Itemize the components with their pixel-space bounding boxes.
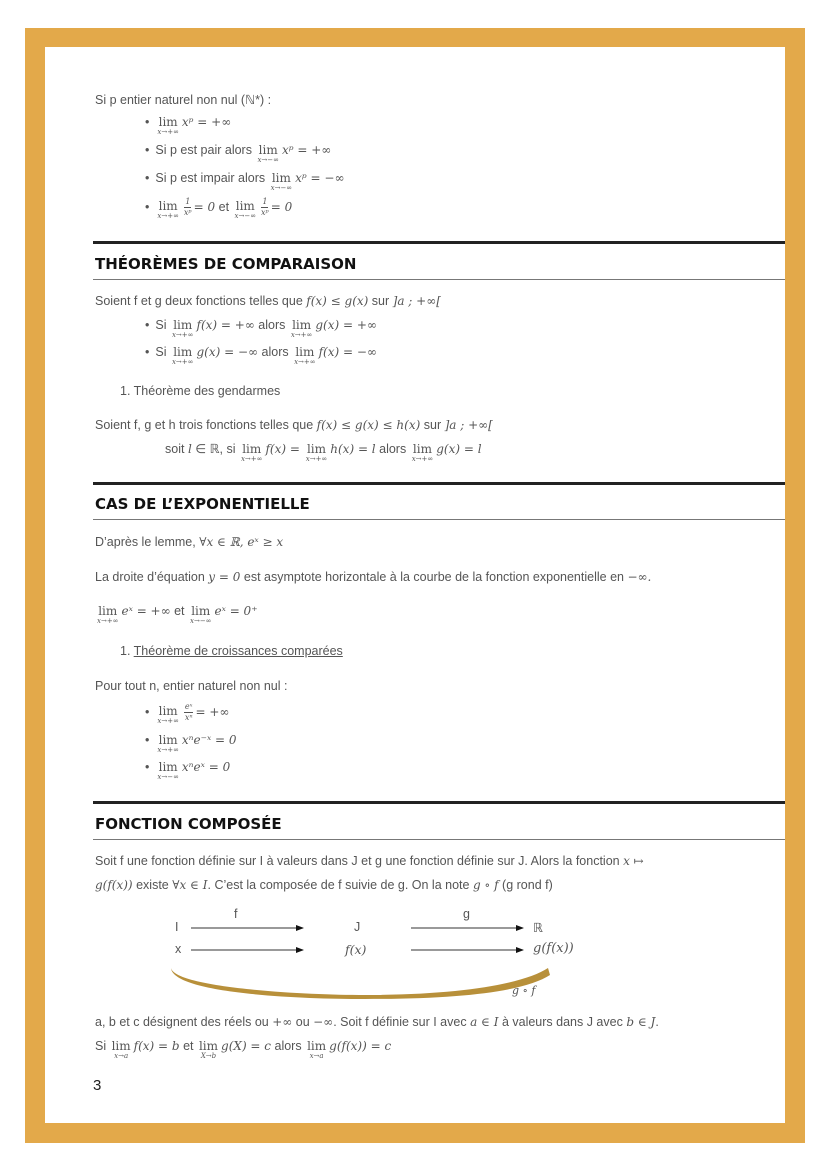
lim-subscript: X→b xyxy=(200,1052,217,1060)
lim-operator: • lim xyxy=(158,199,178,213)
text-run: 1. Théorème des gendarmes xyxy=(120,384,281,398)
math-expression: −∞. xyxy=(627,570,652,584)
lim-subscript: x→+∞ xyxy=(411,455,434,463)
section-heading: FONCTION COMPOSÉE xyxy=(95,815,282,833)
lim-operator: • lim xyxy=(158,733,178,747)
limit-expression xyxy=(112,1038,131,1060)
math-expression: g(f(x)) xyxy=(95,878,133,892)
text-run: et xyxy=(179,1039,197,1053)
text-run: alors xyxy=(271,1039,306,1053)
lim-subscript: x→+∞ xyxy=(294,358,316,366)
lim-subscript: x→−∞ xyxy=(157,773,179,781)
math-expression: f(x) = b xyxy=(133,1039,180,1053)
page xyxy=(45,47,785,1123)
text-run: ∈ ℝ, si xyxy=(191,442,239,456)
text-run: 1. xyxy=(120,644,134,658)
math-expression: f(x) = xyxy=(265,442,304,456)
math-expression: f(x) = −∞ xyxy=(318,345,377,359)
denominator: xⁿ xyxy=(184,713,193,722)
text-run: Si p entier naturel non nul (ℕ*) : xyxy=(95,93,272,107)
math-expression: eˣ = +∞ xyxy=(121,604,171,618)
math-expression: g(f(x)) = c xyxy=(329,1039,392,1053)
lim-subscript: x→+∞ xyxy=(240,455,263,463)
math-expression: f(x) ≤ g(x) ≤ h(x) xyxy=(316,418,421,432)
lim-operator: • lim xyxy=(158,115,178,129)
label-gof: g ∘ f xyxy=(512,984,536,997)
math-expression: h(x) = l xyxy=(330,442,376,456)
lim-operator: lim xyxy=(111,1039,131,1053)
math-expression: xⁿeˣ = 0 xyxy=(181,760,231,774)
text-run: D’après le lemme, xyxy=(95,535,200,549)
limit-expression xyxy=(307,1038,326,1060)
math-expression: ∀x ∈ ℝ, eˣ ≥ x xyxy=(199,535,284,549)
lim-operator: lim xyxy=(242,442,262,456)
text-run: et xyxy=(215,199,233,214)
text-run: soit xyxy=(165,442,188,456)
math-expression: ]a ; +∞[ xyxy=(444,418,493,432)
text-run: . xyxy=(655,1015,659,1029)
text-run: existe xyxy=(132,878,173,892)
math-expression: x ↦ xyxy=(623,854,644,868)
lim-operator: • lim xyxy=(158,760,178,774)
composition-diagram xyxy=(45,47,785,1123)
section-heading: THÉORÈMES DE COMPARAISON xyxy=(95,255,357,273)
math-expression: eˣ = 0⁺ xyxy=(214,604,258,618)
lim-operator: lim xyxy=(271,171,291,185)
lim-operator: lim xyxy=(412,442,432,456)
lim-subscript: x→−∞ xyxy=(190,617,212,625)
math-expression: = 0 xyxy=(270,199,293,214)
set-R: ℝ xyxy=(533,921,543,935)
text-run: . Soit f définie sur I avec xyxy=(333,1015,471,1029)
lim-subscript: x→+∞ xyxy=(305,455,328,463)
lim-subscript: x→+∞ xyxy=(157,717,179,725)
text-run: Si xyxy=(155,318,170,332)
math-expression: y = 0 xyxy=(208,570,241,584)
lim-operator: lim xyxy=(173,345,193,359)
lim-operator: lim xyxy=(306,442,327,456)
text-run: alors xyxy=(258,345,293,359)
lim-operator: lim xyxy=(198,1039,219,1053)
lim-subscript: x→+∞ xyxy=(157,212,179,220)
math-expression: xᵖ = +∞ xyxy=(181,115,232,129)
text-run: sur xyxy=(420,418,445,432)
text-run: (g rond f) xyxy=(498,878,553,892)
text-run: sur xyxy=(368,294,393,308)
text-run: . C’est la composée de f suivie de g. On la note xyxy=(207,878,473,892)
text-run: alors xyxy=(375,442,410,456)
denominator: xᵖ xyxy=(183,208,192,217)
text-run: Si p est pair alors xyxy=(155,143,256,157)
composition-arc-icon xyxy=(171,968,550,999)
lim-subscript: x→−∞ xyxy=(257,156,279,164)
text-run: a, b et c désignent des réels ou xyxy=(95,1015,273,1029)
set-J: J xyxy=(354,920,361,934)
math-expression: l xyxy=(187,442,192,456)
label-g: g xyxy=(463,907,470,921)
lim-operator: lim xyxy=(295,345,315,359)
math-expression: xᵖ = −∞ xyxy=(295,171,345,185)
numerator: 1 xyxy=(185,197,191,206)
math-expression: xⁿe⁻ˣ = 0 xyxy=(181,733,237,747)
text-run: à valeurs dans J avec xyxy=(498,1015,627,1029)
numerator: 1 xyxy=(262,197,268,206)
paragraph xyxy=(95,1014,659,1030)
lim-operator: lim xyxy=(292,318,312,332)
math-expression: = +∞ xyxy=(195,704,230,719)
text-run: Pour tout n, entier naturel non nul : xyxy=(95,679,288,693)
text-run: Soient f, g et h trois fonctions telles que xyxy=(95,418,317,432)
lim-subscript: x→−∞ xyxy=(270,184,293,192)
math-expression: g(x) = +∞ xyxy=(315,318,377,332)
lim-subscript: x→+∞ xyxy=(157,128,179,136)
math-expression: f(x) = +∞ xyxy=(196,318,255,332)
section-heading: CAS DE L’EXPONENTIELLE xyxy=(95,495,310,513)
math-expression: g(x) = −∞ xyxy=(196,345,259,359)
math-expression: ]a ; +∞[ xyxy=(392,294,441,308)
text-run: Soit f une fonction définie sur I à valeurs dans J et g une fonction définie sur J. Alors la fonction xyxy=(95,854,624,868)
math-expression: g(X) = c xyxy=(221,1039,272,1053)
text-run: Soient f et g deux fonctions telles que xyxy=(95,294,307,308)
math-expression: = 0 xyxy=(193,199,216,214)
numerator: eˣ xyxy=(184,702,193,711)
lim-subscript: x→+∞ xyxy=(290,331,313,339)
text-run: alors xyxy=(254,318,289,332)
text-run: ou xyxy=(292,1015,314,1029)
denominator: xᵖ xyxy=(261,208,269,217)
text-run: Si xyxy=(95,1039,110,1053)
lim-operator: lim xyxy=(173,318,193,332)
lim-subscript: x→+∞ xyxy=(97,617,119,625)
math-expression: f(x) ≤ g(x) xyxy=(306,294,369,308)
lim-operator: lim xyxy=(235,199,255,213)
math-expression: ∀x ∈ I xyxy=(172,878,208,892)
text-run: Si p est impair alors xyxy=(155,171,269,185)
lim-operator: lim xyxy=(258,143,278,157)
lim-operator: • lim xyxy=(158,704,178,718)
lim-subscript: x→a xyxy=(309,1052,324,1060)
lim-subscript: x→+∞ xyxy=(157,746,179,754)
text-run: Si xyxy=(155,345,170,359)
math-expression: a ∈ I xyxy=(470,1015,499,1029)
text-run: et xyxy=(170,604,188,618)
math-expression: g(x) = l xyxy=(436,442,482,456)
value-gfx: g(f(x)) xyxy=(533,941,574,956)
math-expression: +∞ xyxy=(272,1015,293,1029)
lim-operator: lim xyxy=(307,1039,327,1053)
lim-subscript: x→−∞ xyxy=(234,212,257,220)
paragraph xyxy=(95,1038,391,1060)
math-expression: xᵖ = +∞ xyxy=(281,143,332,157)
set-I: I xyxy=(175,920,179,934)
limit-expression xyxy=(199,1038,218,1060)
lim-operator: lim xyxy=(191,604,211,618)
lim-subscript: x→a xyxy=(114,1052,129,1060)
text-run: est asymptote horizontale à la courbe de la fonction exponentielle en xyxy=(240,570,628,584)
text-run: La droite d’équation xyxy=(95,570,209,584)
label-f: f xyxy=(234,907,238,921)
math-expression: −∞ xyxy=(313,1015,334,1029)
lim-operator: lim xyxy=(98,604,118,618)
lim-subscript: x→+∞ xyxy=(171,331,194,339)
lim-subscript: x→+∞ xyxy=(171,358,194,366)
var-x: x xyxy=(175,942,182,956)
math-expression: g ∘ f xyxy=(472,878,499,892)
math-expression: b ∈ J xyxy=(626,1015,656,1029)
underlined-title: Théorème de croissances comparées xyxy=(133,644,343,658)
value-fx: f(x) xyxy=(345,942,367,957)
page-number: 3 xyxy=(93,1077,102,1094)
